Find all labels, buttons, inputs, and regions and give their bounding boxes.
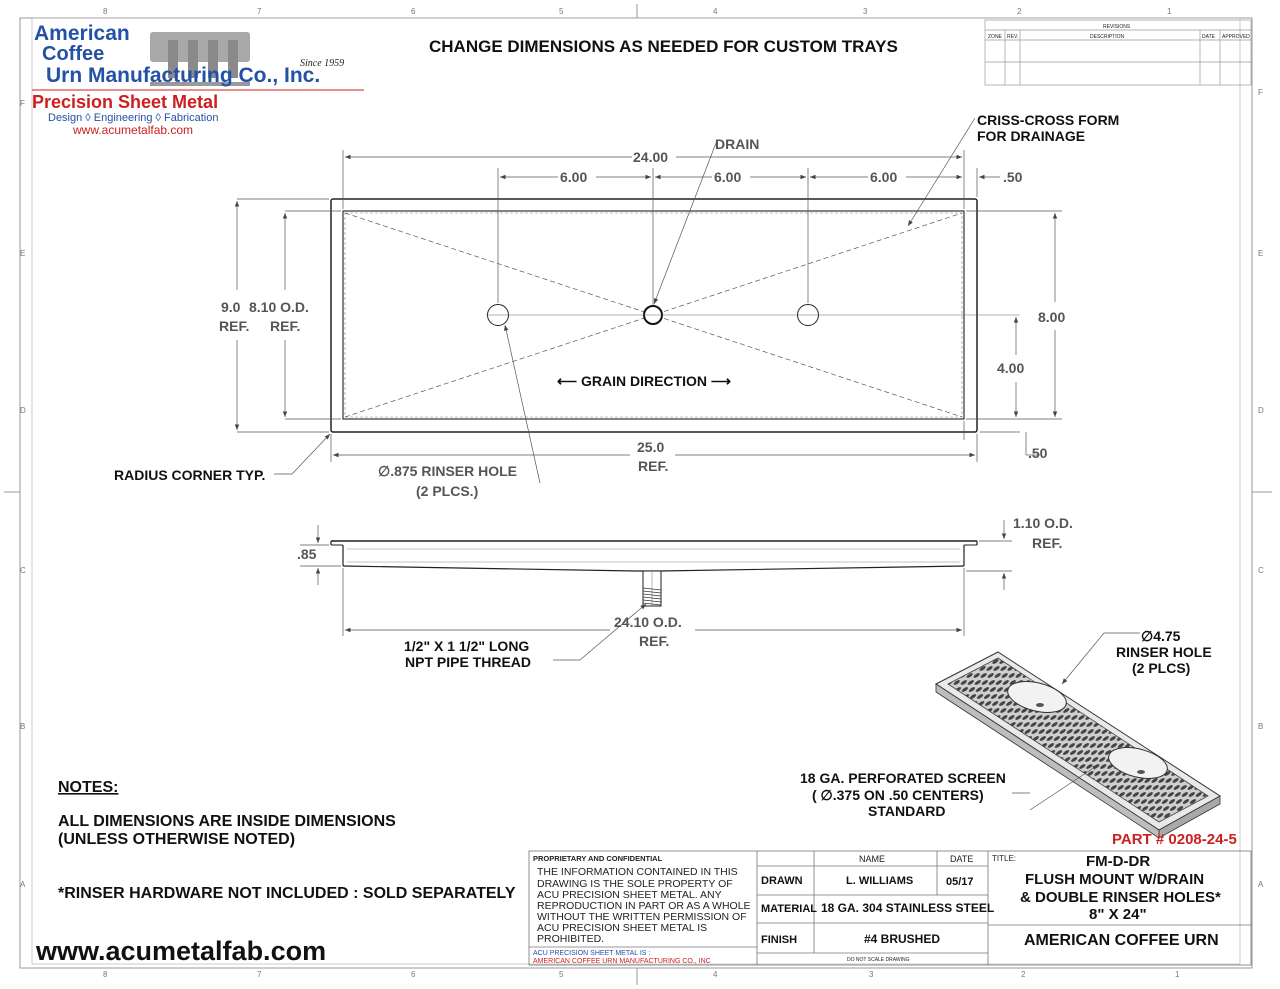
logo-psm: Precision Sheet Metal	[32, 92, 219, 112]
zone-right-B: B	[1258, 722, 1264, 731]
dim-85: .85	[297, 546, 317, 562]
zone-bot-8: 8	[103, 970, 108, 979]
drawn-name: L. WILLIAMS	[846, 875, 914, 887]
finish-label: FINISH	[761, 934, 798, 946]
dim-810-ref: REF.	[270, 318, 301, 334]
title-company: AMERICAN COFFEE URN	[1024, 932, 1219, 949]
dim-25-ref: REF.	[638, 458, 669, 474]
criss-cross-label-2: FOR DRAINAGE	[977, 128, 1086, 144]
zone-top-1: 1	[1167, 7, 1172, 16]
screen-label-3: STANDARD	[868, 803, 946, 819]
zone-bot-7: 7	[257, 970, 262, 979]
finish-value: #4 BRUSHED	[864, 932, 941, 946]
zone-top-3: 3	[863, 7, 868, 16]
zone-right-A: A	[1258, 880, 1264, 889]
dim-110-value: 1.10 O.D.	[1013, 515, 1073, 531]
dim-50-top: .50	[1003, 169, 1023, 185]
zone-right-C: C	[1258, 566, 1264, 575]
zone-top-4: 4	[713, 7, 718, 16]
drawn-label: DRAWN	[761, 875, 803, 887]
zone-left-F: F	[20, 99, 25, 108]
radius-corner-label: RADIUS CORNER TYP.	[114, 467, 266, 483]
dim-2410-ref: REF.	[639, 633, 670, 649]
page-title: CHANGE DIMENSIONS AS NEEDED FOR CUSTOM TRAYS	[429, 37, 898, 56]
drawn-date: 05/17	[946, 876, 974, 888]
zone-bot-2: 2	[1021, 970, 1026, 979]
notes-line-2: (UNLESS OTHERWISE NOTED)	[58, 831, 296, 848]
rev-col-date: DATE	[1202, 34, 1215, 40]
acu-name: AMERICAN COFFEE URN MANUFACTURING CO., INC	[533, 958, 711, 965]
dim-25-value: 25.0	[637, 439, 665, 455]
title-line-1: FM-D-DR	[1086, 853, 1151, 870]
pipe-label-2: NPT PIPE THREAD	[405, 654, 532, 670]
logo-services: Design ◊ Engineering ◊ Fabrication	[48, 112, 219, 124]
rev-col-desc: DESCRIPTION	[1090, 34, 1125, 40]
zone-top-8: 8	[103, 7, 108, 16]
zone-right-F: F	[1258, 88, 1263, 97]
dim-6-c: 6.00	[870, 169, 898, 185]
zone-bot-4: 4	[713, 970, 718, 979]
zone-right-D: D	[1258, 406, 1264, 415]
iso-rinser-count: (2 PLCS)	[1132, 660, 1191, 676]
notes-line-1: ALL DIMENSIONS ARE INSIDE DIMENSIONS	[58, 813, 396, 830]
zone-top-6: 6	[411, 7, 416, 16]
zone-right-E: E	[1258, 249, 1264, 258]
dim-110-ref: REF.	[1032, 535, 1063, 551]
zone-top-2: 2	[1017, 7, 1022, 16]
title-line-4: 8" X 24"	[1089, 906, 1147, 923]
dim-810-value: 8.10 O.D.	[249, 299, 309, 315]
part-number: PART # 0208-24-5	[1112, 831, 1237, 848]
iso-rinser-label: RINSER HOLE	[1116, 644, 1212, 660]
prop-line-1: THE INFORMATION CONTAINED IN THIS	[537, 866, 738, 878]
screen-label-1: 18 GA. PERFORATED SCREEN	[800, 770, 1006, 786]
date-header: DATE	[950, 854, 974, 864]
dim-50-bottom: .50	[1028, 445, 1048, 461]
rinser-hole-label: ∅.875 RINSER HOLE	[378, 463, 518, 479]
logo-since: Since 1959	[300, 58, 345, 69]
logo-line2: Coffee	[42, 43, 105, 65]
material-value: 18 GA. 304 STAINLESS STEEL	[821, 901, 995, 915]
prop-title: PROPRIETARY AND CONFIDENTIAL	[533, 854, 663, 863]
pipe-label-1: 1/2" X 1 1/2" LONG	[404, 638, 530, 654]
zone-left-D: D	[20, 406, 26, 415]
zone-top-7: 7	[257, 7, 262, 16]
drain-label: DRAIN	[715, 136, 760, 152]
isometric-view	[936, 652, 1220, 838]
title-line-2: FLUSH MOUNT W/DRAIN	[1025, 871, 1205, 888]
side-view	[331, 541, 977, 606]
dim-6-b: 6.00	[714, 169, 742, 185]
prop-line-6: ACU PRECISION SHEET METAL IS	[537, 922, 708, 934]
dim-400: 4.00	[997, 360, 1025, 376]
grain-direction: ⟵ GRAIN DIRECTION ⟶	[557, 373, 731, 389]
dim-9-ref: REF.	[219, 318, 250, 334]
prop-line-4: REPRODUCTION IN PART OR AS A WHOLE	[537, 900, 751, 912]
zone-left-B: B	[20, 722, 26, 731]
prop-line-3: ACU PRECISION SHEET METAL. ANY	[537, 889, 722, 901]
prop-line-2: DRAWING IS THE SOLE PROPERTY OF	[537, 878, 733, 890]
title-line-3: & DOUBLE RINSER HOLES*	[1020, 889, 1221, 906]
notes-line-3: *RINSER HARDWARE NOT INCLUDED : SOLD SEPARATELY	[58, 885, 516, 902]
screen-label-2: ( ∅.375 ON .50 CENTERS)	[812, 787, 984, 803]
zone-bot-5: 5	[559, 970, 564, 979]
zone-bot-3: 3	[869, 970, 874, 979]
plan-view	[331, 199, 1020, 432]
rev-col-approved: APPROVED	[1222, 34, 1250, 40]
company-logo	[32, 22, 364, 137]
iso-rinser-dia: ∅4.75	[1141, 628, 1181, 644]
logo-url: www.acumetalfab.com	[73, 123, 194, 137]
zone-top-5: 5	[559, 7, 564, 16]
dim-800: 8.00	[1038, 309, 1066, 325]
zone-bot-1: 1	[1175, 970, 1180, 979]
revisions-title: REVISIONS	[1103, 24, 1131, 30]
title-label: TITLE:	[992, 854, 1017, 863]
logo-line3: Urn Manufacturing Co., Inc.	[46, 64, 321, 87]
notes-heading: NOTES:	[58, 779, 119, 796]
zone-left-A: A	[20, 880, 26, 889]
dim-2410-value: 24.10 O.D.	[614, 614, 682, 630]
dim-6-a: 6.00	[560, 169, 588, 185]
name-header: NAME	[859, 854, 886, 864]
material-label: MATERIAL	[761, 903, 818, 915]
prop-line-7: PROHIBITED.	[537, 933, 605, 945]
plan-dimensions	[237, 118, 1062, 483]
logo-line1: American	[34, 22, 130, 45]
no-scale-note: DO NOT SCALE DRAWING	[847, 957, 910, 963]
criss-cross-label-1: CRISS-CROSS FORM	[977, 112, 1120, 128]
dim-24: 24.00	[633, 149, 669, 165]
rinser-hole-count: (2 PLCS.)	[416, 483, 479, 499]
zone-left-E: E	[20, 249, 26, 258]
rev-col-zone: ZONE	[988, 34, 1002, 40]
prop-line-5: WITHOUT THE WRITTEN PERMISSION OF	[537, 911, 747, 923]
dim-9-value: 9.0	[221, 299, 241, 315]
acu-label: ACU PRECISION SHEET METAL IS :	[533, 950, 651, 957]
zone-bot-6: 6	[411, 970, 416, 979]
website-footer: www.acumetalfab.com	[36, 936, 327, 966]
zone-left-C: C	[20, 566, 26, 575]
rev-col-rev: REV.	[1007, 34, 1019, 40]
